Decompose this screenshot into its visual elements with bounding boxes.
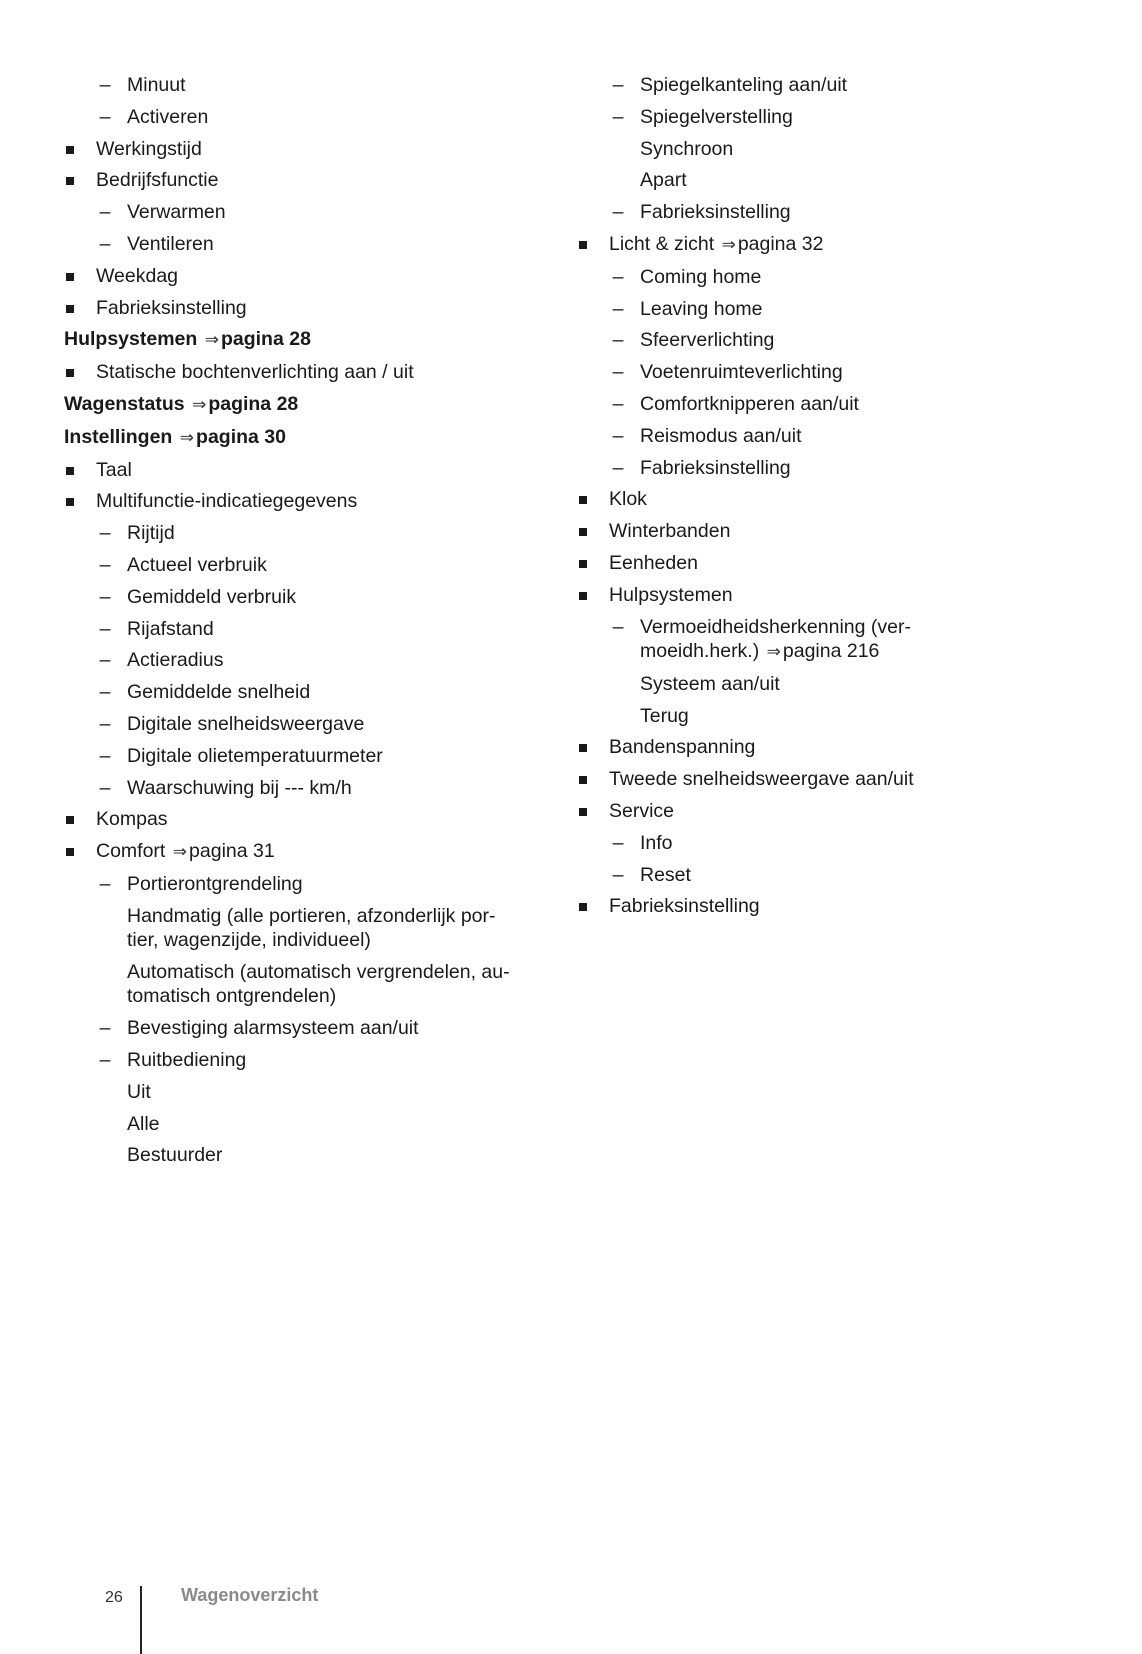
dash-marker: –: [612, 361, 624, 384]
bullet-square-icon: [579, 776, 587, 784]
dash-marker: –: [612, 456, 624, 479]
menu-item-bullet: [64, 137, 564, 161]
menu-item-bullet: [64, 360, 564, 384]
item-text: Apart: [640, 169, 687, 192]
menu-item-bullet: [577, 232, 997, 257]
item-text: Terug: [640, 704, 689, 727]
item-text: Service: [609, 799, 675, 822]
arrow-right-icon: ⇒: [204, 330, 219, 350]
dash-marker: –: [99, 201, 111, 224]
bullet-square-icon: [579, 744, 587, 752]
bullet-square-icon: [66, 816, 74, 824]
item-text: Bedrijfsfunctie: [96, 169, 219, 192]
page-number: 26: [105, 1589, 123, 1606]
section-heading: [64, 392, 564, 417]
item-text: Gemiddeld verbruik: [127, 585, 297, 608]
item-text: Comfort ⇒ pagina 31: [96, 840, 275, 863]
item-text: Spiegelverstelling: [640, 105, 793, 128]
bullet-square-icon: [66, 848, 74, 856]
menu-item-bullet: [577, 519, 997, 543]
menu-item-dash: [577, 392, 997, 416]
bullet-square-icon: [579, 241, 587, 249]
arrow-right-icon: ⇒: [192, 394, 207, 414]
bullet-square-icon: [579, 528, 587, 536]
menu-item-bullet: [64, 807, 564, 831]
item-text: Handmatig (alle portieren, afzonderlijk por- tier, wagenzijde, individueel): [127, 904, 496, 952]
item-text: Digitale snelheidsweergave: [127, 712, 365, 735]
bullet-square-icon: [579, 808, 587, 816]
item-text: Leaving home: [640, 297, 763, 320]
menu-item-dash: [64, 232, 564, 256]
menu-item-dash: [577, 424, 997, 448]
page-reference-link[interactable]: pagina 31: [189, 840, 275, 863]
footer-divider: [140, 1586, 142, 1654]
dash-marker: –: [612, 863, 624, 886]
menu-item-dash: [577, 105, 997, 129]
dash-marker: –: [99, 681, 111, 704]
item-text: Vermoeidheidsherkenning (ver- moeidh.herk.) ⇒ pagina 216: [640, 615, 911, 662]
item-text: Bandenspanning: [609, 736, 756, 759]
menu-item-bullet: [577, 551, 997, 575]
menu-item-plain: [577, 672, 997, 696]
item-text: Bevestiging alarmsysteem aan/uit: [127, 1017, 419, 1040]
bullet-square-icon: [66, 498, 74, 506]
bullet-square-icon: [66, 273, 74, 281]
menu-item-plain: [577, 137, 997, 161]
item-text: Activeren: [127, 105, 209, 128]
item-text: Synchroon: [640, 137, 734, 160]
menu-item-bullet: [64, 839, 564, 864]
item-text: Ruitbediening: [127, 1048, 247, 1071]
item-text: Kompas: [96, 808, 168, 831]
item-text: Instellingen ⇒ pagina 30: [64, 425, 286, 448]
item-text: Waarschuwing bij --- km/h: [127, 776, 352, 799]
menu-item-dash: [64, 521, 564, 545]
menu-item-plain: [64, 1112, 564, 1136]
item-text: Minuut: [127, 74, 186, 96]
item-text: Portierontgrendeling: [127, 872, 303, 895]
item-text: Automatisch (automatisch vergrendelen, au- tomatisch ontgrendelen): [127, 960, 510, 1008]
menu-item-bullet: [64, 489, 564, 513]
section-title: Wagenoverzicht: [181, 1585, 319, 1605]
item-text: Rijafstand: [127, 617, 214, 640]
item-text: Weekdag: [96, 264, 179, 287]
item-text: Digitale olietemperatuurmeter: [127, 744, 383, 767]
item-text: Spiegelkanteling aan/uit: [640, 74, 848, 96]
dash-marker: –: [99, 522, 111, 545]
item-text: Bestuurder: [127, 1144, 223, 1167]
dash-marker: –: [612, 329, 624, 352]
dash-marker: –: [612, 424, 624, 447]
menu-item-bullet: [64, 458, 564, 482]
menu-item-bullet: [577, 487, 997, 511]
menu-item-plain: [64, 904, 564, 953]
dash-marker: –: [99, 105, 111, 128]
menu-item-bullet: [64, 168, 564, 192]
item-text: Systeem aan/uit: [640, 672, 780, 695]
page-reference-link[interactable]: pagina 28: [220, 328, 311, 351]
menu-item-dash: [64, 73, 564, 97]
dash-marker: –: [612, 105, 624, 128]
menu-item-dash: [577, 456, 997, 480]
page-reference-link[interactable]: pagina 30: [196, 425, 286, 448]
menu-item-dash: [64, 1016, 564, 1040]
menu-item-dash: [64, 585, 564, 609]
item-text: Fabrieksinstelling: [609, 895, 760, 918]
item-text: Actueel verbruik: [127, 553, 267, 576]
menu-item-bullet: [64, 296, 564, 320]
menu-item-dash: [64, 776, 564, 800]
dash-marker: –: [99, 649, 111, 672]
menu-item-plain: [64, 1080, 564, 1104]
item-text: Info: [640, 831, 673, 854]
menu-item-dash: [577, 360, 997, 384]
menu-item-dash: [577, 863, 997, 887]
item-text: Uit: [127, 1080, 151, 1103]
dash-marker: –: [612, 74, 624, 96]
dash-marker: –: [612, 615, 624, 638]
dash-marker: –: [612, 297, 624, 320]
arrow-right-icon: ⇒: [172, 842, 188, 862]
item-text: Ventileren: [127, 232, 214, 255]
menu-item-bullet: [577, 799, 997, 823]
item-text: Statische bochtenverlichting aan / uit: [96, 361, 414, 384]
section-heading: [64, 425, 564, 450]
item-text: Reismodus aan/uit: [640, 424, 802, 447]
menu-item-bullet: [577, 767, 997, 791]
dash-marker: –: [99, 1017, 111, 1040]
dash-marker: –: [612, 392, 624, 415]
bullet-square-icon: [579, 560, 587, 568]
item-text: Actieradius: [127, 649, 224, 672]
item-text: Winterbanden: [609, 520, 731, 543]
menu-item-dash: [64, 872, 564, 896]
item-text: Eenheden: [609, 551, 698, 574]
menu-item-bullet: [577, 583, 997, 607]
dash-marker: –: [612, 265, 624, 288]
bullet-square-icon: [66, 369, 74, 377]
menu-item-dash: [577, 615, 997, 665]
bullet-square-icon: [66, 177, 74, 185]
menu-item-dash: [64, 617, 564, 641]
menu-item-dash: [64, 744, 564, 768]
page-reference-link[interactable]: pagina 32: [737, 232, 824, 255]
dash-marker: –: [99, 617, 111, 640]
item-text: Gemiddelde snelheid: [127, 681, 311, 704]
dash-marker: –: [99, 776, 111, 799]
dash-marker: –: [99, 553, 111, 576]
menu-item-dash: [64, 553, 564, 577]
dash-marker: –: [99, 1048, 111, 1071]
item-text: Coming home: [640, 265, 762, 288]
menu-item-dash: [64, 1048, 564, 1072]
item-text: Alle: [127, 1112, 160, 1135]
item-text: Verwarmen: [127, 201, 226, 224]
bullet-square-icon: [579, 903, 587, 911]
menu-item-dash: [64, 105, 564, 129]
item-text: Klok: [609, 488, 647, 511]
menu-item-dash: [577, 265, 997, 289]
bullet-square-icon: [66, 146, 74, 154]
menu-item-dash: [577, 831, 997, 855]
dash-marker: –: [612, 201, 624, 224]
item-text: Fabrieksinstelling: [96, 296, 247, 319]
item-text: Hulpsystemen ⇒ pagina 28: [64, 328, 311, 351]
menu-item-dash: [577, 297, 997, 321]
left-column: [64, 73, 564, 1175]
arrow-right-icon: ⇒: [179, 427, 195, 447]
menu-item-plain: [577, 704, 997, 728]
item-text: Hulpsystemen: [609, 583, 733, 606]
bullet-square-icon: [66, 305, 74, 313]
page-reference-link[interactable]: pagina 28: [208, 392, 299, 415]
section-heading: [64, 327, 564, 352]
bullet-square-icon: [579, 592, 587, 600]
item-text: Multifunctie-indicatiegegevens: [96, 490, 358, 513]
dash-marker: –: [99, 744, 111, 767]
item-text: Werkingstijd: [96, 137, 202, 160]
menu-item-bullet: [577, 735, 997, 759]
menu-item-bullet: [577, 894, 997, 918]
item-text: Comfortknipperen aan/uit: [640, 392, 859, 415]
item-text: Fabrieksinstelling: [640, 456, 791, 479]
dash-marker: –: [99, 232, 111, 255]
item-text: Taal: [96, 458, 132, 481]
menu-item-dash: [64, 200, 564, 224]
item-text: Fabrieksinstelling: [640, 201, 791, 224]
dash-marker: –: [99, 585, 111, 608]
menu-item-dash: [64, 680, 564, 704]
dash-marker: –: [612, 831, 624, 854]
dash-marker: –: [99, 712, 111, 735]
bullet-square-icon: [579, 496, 587, 504]
menu-item-dash: [577, 200, 997, 224]
item-text: Reset: [640, 863, 691, 886]
menu-item-dash: [577, 328, 997, 352]
menu-item-dash: [64, 712, 564, 736]
right-column: [577, 73, 997, 926]
item-text: Wagenstatus ⇒ pagina 28: [64, 392, 299, 415]
item-text: Licht & zicht ⇒ pagina 32: [609, 232, 824, 255]
item-text: Sfeerverlichting: [640, 329, 775, 352]
menu-item-bullet: [64, 264, 564, 288]
dash-marker: –: [99, 74, 111, 96]
item-text: Rijtijd: [127, 522, 175, 545]
menu-item-dash: [577, 73, 997, 97]
menu-item-plain: [577, 168, 997, 192]
bullet-square-icon: [66, 467, 74, 475]
item-text: Tweede snelheidsweergave aan/uit: [609, 768, 914, 791]
item-text: Voetenruimteverlichting: [640, 361, 843, 384]
arrow-right-icon: ⇒: [721, 234, 736, 254]
arrow-right-icon: ⇒: [766, 641, 781, 661]
menu-item-plain: [64, 960, 564, 1009]
menu-item-dash: [64, 648, 564, 672]
dash-marker: –: [99, 872, 111, 895]
menu-item-plain: [64, 1143, 564, 1167]
page-reference-link[interactable]: pagina 216: [782, 639, 880, 662]
